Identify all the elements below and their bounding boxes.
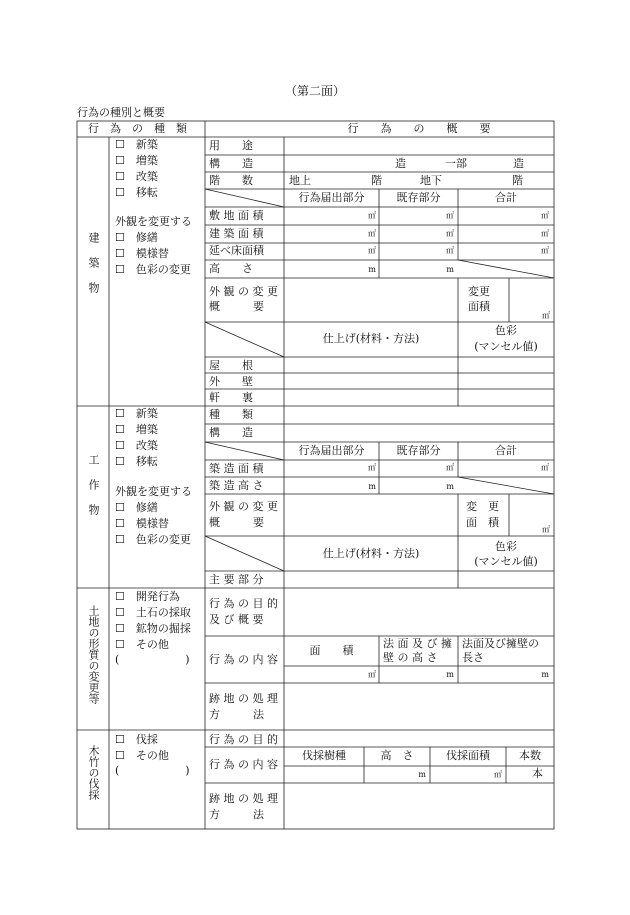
trees-opt-cut[interactable]	[115, 733, 158, 747]
unit-sqm: ㎡	[368, 463, 376, 472]
unit-sqm: ㎡	[541, 246, 549, 255]
land-opt-earth[interactable]	[115, 606, 191, 620]
col-head-total: 合計	[495, 191, 517, 204]
structure-ext-heading: 外観を変更する	[115, 485, 192, 498]
land-opt-other[interactable]	[115, 638, 169, 652]
label-construct-area: 築 造 面 積	[209, 462, 264, 475]
unit-sqm: ㎡	[446, 246, 454, 255]
label-building-area: 建 築 面 積	[209, 227, 264, 240]
checkbox-icon[interactable]: ☐	[115, 407, 125, 420]
land-head-len-l1: 法面及び擁壁の	[462, 637, 539, 650]
option-label: 増築	[135, 423, 158, 436]
checkbox-icon[interactable]: ☐	[115, 439, 125, 452]
option-label: 新築	[135, 138, 158, 151]
checkbox-icon[interactable]: ☐	[115, 638, 125, 651]
land-head-slope-l1: 法 面 及 び 擁	[383, 637, 452, 650]
structure-part-2: 一部	[445, 157, 467, 170]
label-kind: 種 類	[209, 408, 253, 421]
color-head-l1-2: 色彩	[495, 540, 517, 553]
section-label-land: 土地の形質の変更等	[87, 605, 100, 704]
structure-ext-remodel[interactable]	[115, 517, 169, 531]
unit-sqm: ㎡	[368, 229, 376, 238]
building-ext-heading: 外観を変更する	[115, 215, 192, 228]
option-label: 修繕	[135, 231, 158, 244]
header-kind	[88, 122, 196, 136]
unit-count: 本	[532, 767, 543, 780]
checkbox-icon[interactable]: ☐	[115, 170, 125, 183]
unit-sqm: ㎡	[446, 229, 454, 238]
structure-opt-new[interactable]	[115, 407, 158, 421]
land-head-len-l2: 長さ	[462, 651, 484, 664]
label-after-l1: 跡 地 の 処 理	[209, 692, 278, 705]
change-area-l2-2: 面 積	[466, 516, 499, 529]
header-kind-text: 行 為 の 種 類	[88, 122, 187, 135]
checkbox-icon[interactable]: ☐	[115, 186, 125, 199]
option-label: 改築	[135, 170, 158, 183]
label-eaves: 軒 裏	[209, 391, 253, 404]
unit-sqm: ㎡	[541, 463, 549, 472]
label-purpose-l1: 行 為 の 目 的	[209, 597, 278, 610]
unit-sqm: ㎡	[446, 463, 454, 472]
trees-other-input[interactable]: ( )	[115, 764, 190, 777]
structure-ext-color[interactable]	[115, 533, 191, 547]
building-ext-remodel[interactable]	[115, 247, 169, 261]
unit-sqm: ㎡	[368, 246, 376, 255]
unit-sqm: ㎡	[368, 211, 376, 220]
label-content: 行 為 の 内 容	[209, 653, 278, 666]
checkbox-icon[interactable]: ☐	[115, 231, 125, 244]
checkbox-icon[interactable]: ☐	[115, 533, 125, 546]
checkbox-icon[interactable]: ☐	[115, 749, 125, 762]
option-label: 開発行為	[135, 590, 180, 603]
label-after-l2: 方 法	[209, 708, 264, 721]
col-head-existing: 既存部分	[396, 191, 441, 204]
option-label: その他	[135, 749, 169, 762]
option-label: 移転	[135, 455, 158, 468]
option-label: 模様替	[135, 247, 169, 260]
label-roof: 屋 根	[209, 359, 253, 372]
checkbox-icon[interactable]: ☐	[115, 622, 125, 635]
checkbox-icon[interactable]: ☐	[115, 590, 125, 603]
option-label: 修繕	[135, 501, 158, 514]
change-area-l1: 変更	[468, 285, 490, 298]
tree-head-count: 本数	[519, 749, 541, 762]
option-label: 鉱物の掘採	[135, 622, 191, 635]
tree-head-species: 伐採樹種	[302, 749, 346, 762]
structure-opt-rebuild[interactable]	[115, 439, 158, 453]
structure-part-1: 造	[395, 157, 406, 170]
label-tree-purpose: 行 為 の 目 的	[209, 733, 278, 746]
building-ext-repair[interactable]	[115, 231, 158, 245]
checkbox-icon[interactable]: ☐	[115, 423, 125, 436]
option-label: 色彩の変更	[135, 533, 191, 546]
col-head-existing-2: 既存部分	[396, 444, 441, 457]
unit-m: m	[368, 265, 376, 274]
land-other-input[interactable]: ( )	[115, 653, 190, 666]
label-floor-area: 延べ床面積	[209, 244, 264, 257]
option-label: 移転	[135, 186, 158, 199]
option-label: 伐採	[135, 733, 158, 746]
unit-sqm: ㎡	[541, 229, 549, 238]
label-tree-after-l2: 方 法	[209, 808, 264, 821]
trees-opt-other[interactable]	[115, 749, 169, 763]
label-ext-summary: 概 要	[209, 300, 264, 313]
building-opt-new[interactable]	[115, 138, 158, 152]
land-head-slope-l2: 壁 の 高 さ	[383, 651, 438, 664]
unit-sqm: ㎡	[542, 311, 550, 320]
unit-sqm: ㎡	[541, 211, 549, 220]
floors-below: 地下	[420, 174, 442, 187]
option-label: 増築	[135, 154, 158, 167]
checkbox-icon[interactable]: ☐	[115, 138, 125, 151]
section-label-trees: 木竹の伐採	[87, 745, 100, 800]
option-label: 改築	[135, 439, 158, 452]
label-ext-summary-2: 概 要	[209, 516, 264, 529]
checkbox-icon[interactable]: ☐	[115, 501, 125, 514]
option-label: 新築	[135, 407, 158, 420]
building-opt-move[interactable]	[115, 186, 158, 200]
checkbox-icon[interactable]: ☐	[115, 455, 125, 468]
land-head-area: 面 積	[309, 644, 354, 657]
option-label: 模様替	[135, 517, 169, 530]
unit-sqm: ㎡	[368, 670, 376, 679]
unit-m: m	[446, 482, 454, 491]
header-summary: 行 為 の 概 要	[347, 122, 491, 135]
finish-head-2: 仕上げ(材料・方法)	[322, 547, 420, 560]
floors-above-unit: 階	[371, 174, 382, 187]
unit-m: m	[418, 770, 426, 779]
building-opt-rebuild[interactable]	[115, 170, 158, 184]
page-title: （第二面）	[284, 84, 345, 98]
checkbox-icon[interactable]: ☐	[115, 733, 125, 746]
building-ext-color[interactable]	[115, 263, 191, 277]
structure-part-3: 造	[513, 157, 524, 170]
checkbox-icon[interactable]: ☐	[115, 154, 125, 167]
label-structure: 構 造	[209, 157, 253, 170]
option-label: 土石の採取	[135, 606, 191, 619]
color-head-l1: 色彩	[495, 324, 517, 337]
label-tree-after-l1: 跡 地 の 処 理	[209, 792, 278, 805]
structure-opt-extend[interactable]	[115, 423, 158, 437]
tree-head-height: 高 さ	[380, 749, 414, 762]
checkbox-icon[interactable]: ☐	[115, 606, 125, 619]
label-site-area: 敷 地 面 積	[209, 209, 264, 222]
col-head-total-2: 合計	[495, 444, 517, 457]
unit-sqm: ㎡	[446, 211, 454, 220]
label-wall: 外 壁	[209, 375, 253, 388]
land-opt-dev[interactable]	[115, 590, 180, 604]
label-ext-change: 外 観 の 変 更	[209, 285, 278, 298]
unit-m: m	[368, 482, 376, 491]
tree-head-area: 伐採面積	[446, 749, 490, 762]
finish-head: 仕上げ(材料・方法)	[322, 332, 420, 345]
label-construct-height: 築 造 高 さ	[209, 479, 264, 492]
unit-m: m	[446, 265, 454, 274]
unit-sqm: ㎡	[494, 770, 502, 779]
section-label-building: 建築物	[87, 232, 100, 307]
unit-sqm: ㎡	[542, 525, 550, 534]
color-head-l2-2: (マンセル値)	[474, 555, 538, 568]
label-main-parts: 主 要 部 分	[209, 573, 264, 586]
option-label: その他	[135, 638, 169, 651]
change-area-l2: 面積	[468, 300, 490, 313]
floors-below-unit: 階	[512, 174, 523, 187]
color-head-l2: (マンセル値)	[474, 340, 538, 353]
form-subtitle: 行為の種別と概要	[77, 106, 165, 119]
label-purpose-l2: 及 び 概 要	[209, 613, 264, 626]
option-label: 色彩の変更	[135, 263, 191, 276]
label-ext-change-2: 外 観 の 変 更	[209, 500, 278, 513]
building-opt-extend[interactable]	[115, 154, 158, 168]
checkbox-icon[interactable]: ☐	[115, 247, 125, 260]
col-head-notified-2: 行為届出部分	[298, 444, 365, 457]
label-tree-content: 行 為 の 内 容	[209, 758, 278, 771]
checkbox-icon[interactable]: ☐	[115, 517, 125, 530]
checkbox-icon[interactable]: ☐	[115, 263, 125, 276]
label-floors: 階 数	[209, 174, 253, 187]
unit-m: m	[446, 670, 454, 679]
change-area-l1-2: 変 更	[466, 500, 499, 513]
label-height: 高 さ	[209, 262, 253, 275]
land-opt-mineral[interactable]	[115, 622, 191, 636]
floors-above: 地上	[289, 174, 311, 187]
label-use: 用 途	[209, 139, 253, 152]
structure-ext-repair[interactable]	[115, 501, 158, 515]
unit-m: m	[541, 670, 549, 679]
structure-opt-move[interactable]	[115, 455, 158, 469]
label-structure-2: 構 造	[209, 426, 253, 439]
col-head-notified: 行為届出部分	[298, 191, 365, 204]
section-label-structure: 工作物	[87, 454, 100, 529]
